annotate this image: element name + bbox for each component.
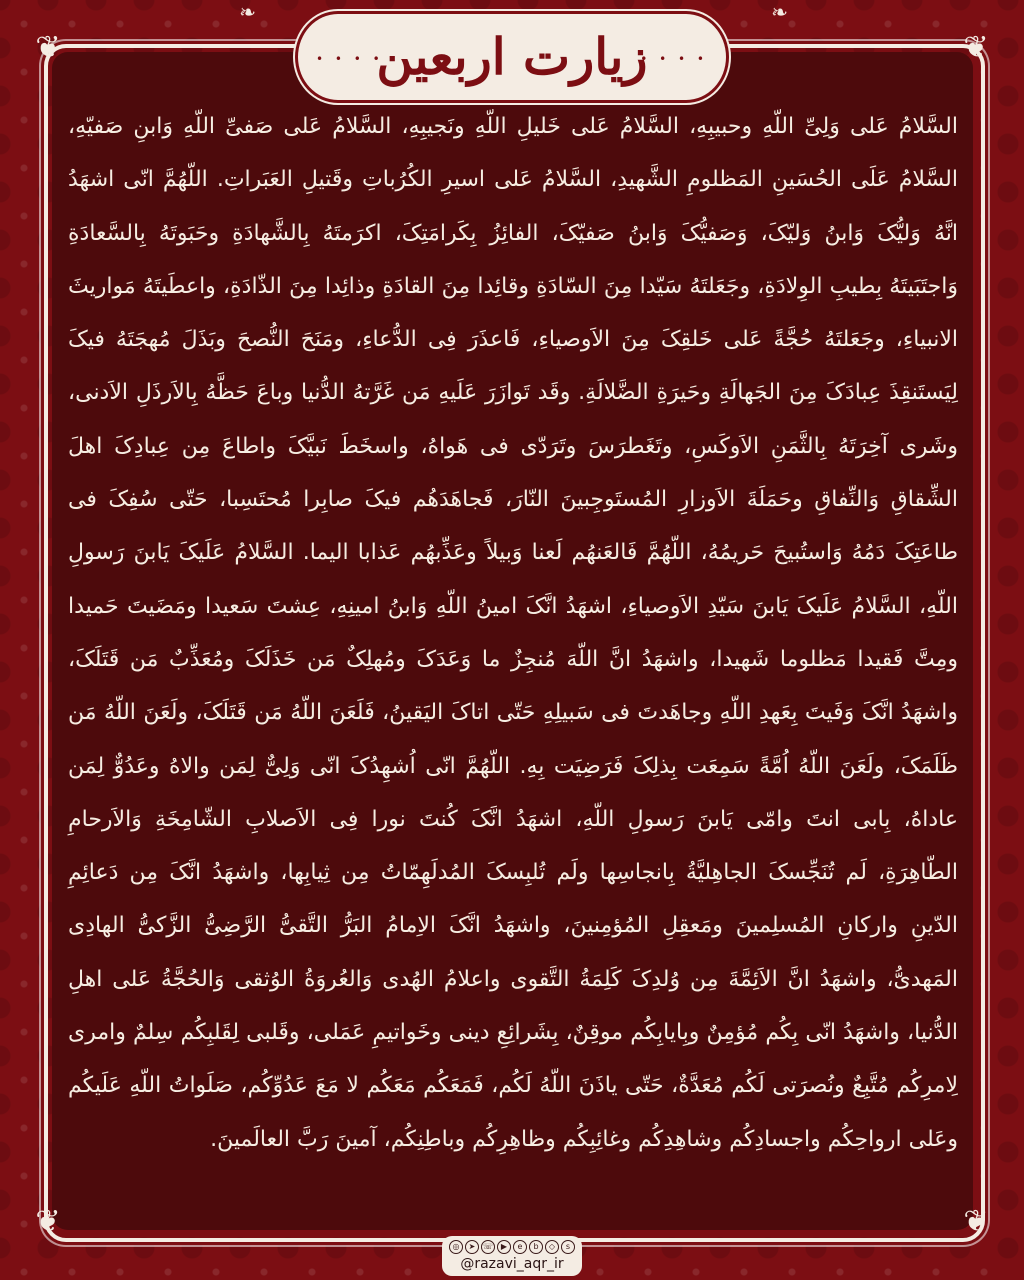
- flourish-icon: ❧: [771, 0, 788, 24]
- dot-ornament-icon: • • • •: [316, 52, 384, 66]
- instagram-icon: ◎: [449, 1240, 463, 1254]
- bale-icon: b: [529, 1240, 543, 1254]
- flourish-icon: ❧: [239, 0, 256, 24]
- telegram-icon: ➤: [465, 1240, 479, 1254]
- aparat-icon: ▶: [497, 1240, 511, 1254]
- title-plate: [298, 14, 726, 100]
- page-title: زیارت اربعین: [376, 27, 648, 86]
- soroush-icon: s: [561, 1240, 575, 1254]
- corner-ornament-icon: ❦: [963, 1204, 989, 1239]
- corner-ornament-icon: ❦: [35, 1204, 61, 1239]
- corner-ornament-icon: ❦: [35, 30, 61, 65]
- channel-handle: @razavi_aqr_ir: [460, 1256, 564, 1272]
- whatsapp-icon: ☏: [481, 1240, 495, 1254]
- corner-ornament-icon: ❦: [963, 30, 989, 65]
- social-icons: [449, 1240, 575, 1254]
- rubika-icon: ◇: [545, 1240, 559, 1254]
- dot-ornament-icon: • • • •: [640, 52, 708, 66]
- eitaa-icon: e: [513, 1240, 527, 1254]
- ziyarat-text: السَّلامُ عَلی وَلِیِّ اللّهِ وحبیبِهِ، السَّلامُ عَلی خَلیلِ اللّهِ ونَجیبِهِ، السَّلامُ عَلی صَفیِّ اللّهِ وَابنِ صَفیّهِ، السَّلامُ عَلَی الحُسَینِ المَظلومِ الشَّهیدِ، السَّلامُ عَلی اسیرِ الکُرُباتِ وقَتیلِ العَبَراتِ. اللّهُمَّ انّی اشهَدُ انَّهُ وَلیُّکَ وَابنُ وَلیّکَ، وَصَفیُّکَ وَابنُ صَفیّکَ، الفائِزُ بِکَرامَتِکَ، اکرَمتَهُ بِالشَّهادَةِ وحَبَوتَهُ بِالسَّعادَةِ وَاجتَبَیتَهُ بِطیبِ الوِلادَةِ، وجَعَلتَهُ سَیّدا مِنَ السّادَةِ وقائِدا مِنَ القادَةِ وذائِدا مِنَ الذّادَةِ، واعطَیتَهُ مَواریثَ الانبیاءِ، وجَعَلتَهُ حُجَّةً عَلی خَلقِکَ مِنَ الاَوصیاءِ، فَاعذَرَ فِی الدُّعاءِ، ومَنَحَ النُّصحَ وبَذَلَ مُهجَتَهُ فیکَ لِیَستَنقِذَ عِبادَکَ مِنَ الجَهالَةِ وحَیرَةِ الضَّلالَةِ. وقَد تَوازَرَ عَلَیهِ مَن غَرَّتهُ الدُّنیا وباعَ حَظَّهُ بِالاَرذَلِ الاَدنی، وشَری آخِرَتَهُ بِالثَّمَنِ الاَوکَسِ، وتَغَطرَسَ وتَرَدّی فی هَواهُ، واسخَطَ نَبیَّکَ واطاعَ مِن عِبادِکَ اهلَ الشِّقاقِ وَالنِّفاقِ وحَمَلَةَ الاَوزارِ المُستَوجِبینَ النّارَ، فَجاهَدَهُم فیکَ صابِرا مُحتَسِبا، حَتّی سُفِکَ فی طاعَتِکَ دَمُهُ وَاستُبیحَ حَریمُهُ، اللّهُمَّ فَالعَنهُم لَعنا وَبیلاً وعَذِّبهُم عَذابا الیما. السَّلامُ عَلَیکَ یَابنَ رَسولِ اللّهِ، السَّلامُ عَلَیکَ یَابنَ سَیّدِ الاَوصیاءِ، اشهَدُ انَّکَ امینُ اللّهِ وَابنُ امینِهِ، عِشتَ سَعیدا ومَضَیتَ حَمیدا ومِتَّ فَقیدا مَظلوما شَهیدا، واشهَدُ انَّ اللّهَ مُنجِزٌ ما وَعَدَکَ ومُهلِکٌ مَن خَذَلَکَ ومُعَذِّبٌ مَن قَتَلَکَ، واشهَدُ انَّکَ وَفَیتَ بِعَهدِ اللّهِ وجاهَدتَ فی سَبیلِهِ حَتّی اتاکَ الیَقینُ، فَلَعَنَ اللّهُ مَن قَتَلَکَ، ولَعَنَ اللّهُ مَن ظَلَمَکَ، ولَعَنَ اللّهُ اُمَّةً سَمِعَت بِذلِکَ فَرَضِیَت بِهِ. اللّهُمَّ انّی اُشهِدُکَ انّی وَلِیٌّ لِمَن والاهُ وعَدُوٌّ لِمَن عاداهُ، بِابی انتَ وامّی یَابنَ رَسولِ اللّهِ، اشهَدُ انَّکَ کُنتَ نورا فِی الاَصلابِ الشّامِخَةِ وَالاَرحامِ الطّاهِرَةِ، لَم تُنَجِّسکَ الجاهِلیَّةُ بِانجاسِها ولَم تُلبِسکَ المُدلَهِمّاتُ مِن ثِیابِها، واشهَدُ انَّکَ مِن دَعائِمِ الدّینِ وارکانِ المُسلِمینَ ومَعقِلِ المُؤمِنینَ، واشهَدُ انَّکَ الاِمامُ البَرُّ التَّقیُّ الرَّضِیُّ الزَّکیُّ الهادِی المَهدیُّ، واشهَدُ انَّ الاَئِمَّةَ مِن وُلدِکَ کَلِمَةُ التَّقوی واعلامُ الهُدی وَالعُروَةُ الوُثقی وَالحُجَّةُ عَلی اهلِ الدُّنیا، واشهَدُ انّی بِکُم مُؤمِنٌ وبِایابِکُم موقِنٌ، بِشَرائِعِ دینی وخَواتیمِ عَمَلی، وقَلبی لِقَلبِکُم سِلمٌ وامری لِامرِکُم مُتَّبِعٌ ونُصرَتی لَکُم مُعَدَّةٌ، حَتّی یاذَنَ اللّهُ لَکُم، فَمَعَکُم مَعَکُم لا مَعَ عَدُوِّکُم، صَلَواتُ اللّهِ عَلَیکُم وعَلی ارواحِکُم واجسادِکُم وشاهِدِکُم وغائِبِکُم وظاهِرِکُم وباطِنِکُم، آمینَ رَبَّ العالَمینَ.: [68, 114, 958, 1152]
- social-handle-badge: [442, 1236, 582, 1276]
